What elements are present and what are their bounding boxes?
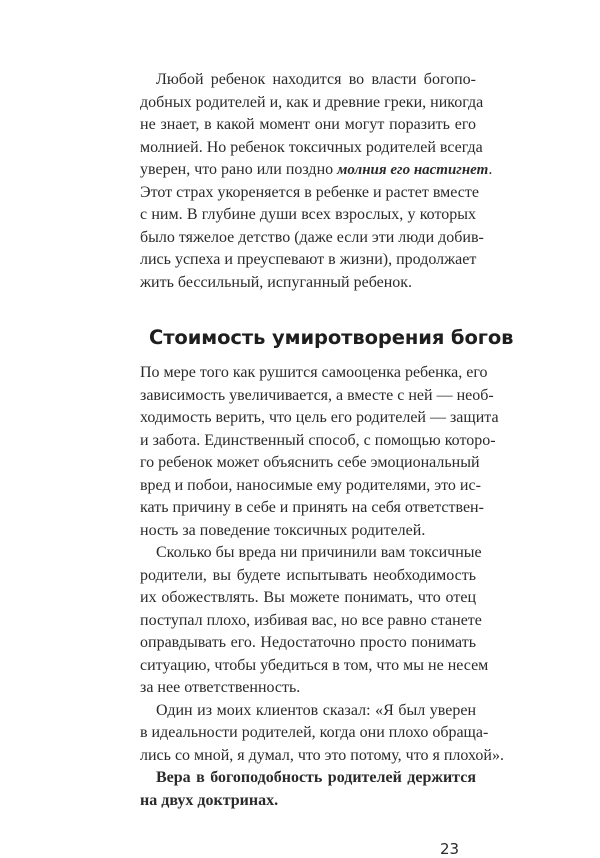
text-line: было тяжелое детство (даже если эти люди добив-: [140, 228, 484, 246]
paragraph-2: [140, 362, 499, 542]
paragraph-4: [140, 700, 504, 768]
text-line: лись успеха и преуспевают в жизни), продолжает: [140, 251, 477, 268]
emphasized-text: молния его настигнет: [337, 162, 489, 178]
text-line: кать причину в себе и принять на себя ответствен-: [140, 499, 484, 516]
text-line: на двух доктринах.: [140, 791, 279, 809]
text-line: оправдывать его. Недостаточно просто понимать: [140, 634, 476, 651]
text-line: жить бессильный, испуганный ребенок.: [140, 273, 413, 291]
text-line: за нее ответственность.: [140, 679, 301, 696]
text-line: Этот страх укореняется в ребенке и растет вместе: [140, 183, 479, 201]
text-line: вред и побои, наносимые ему родителями, это ис-: [140, 476, 481, 494]
text-line: поступал плохо, избивая вас, но все равно станете: [140, 611, 482, 629]
text-line: [140, 159, 493, 182]
text-line: Сколько бы вреда ни причинили вам токсичные: [156, 544, 482, 561]
text-line: зависимость увеличивается, а вместе с ней — необ-: [140, 386, 494, 404]
section-heading: Стоимость умиротворения богов: [149, 326, 514, 349]
text-line: ситуацию, чтобы убедиться в том, что мы не несем: [140, 656, 489, 674]
paragraph-5-bold: [140, 767, 476, 812]
paragraph-3: [140, 542, 489, 700]
text-line: и забота. Единственный способ, с помощью которо-: [140, 431, 496, 449]
text-line: Любой ребенок находится во власти богопо-: [156, 71, 476, 88]
text-line: добных родителей и, как и древние греки, никогда: [140, 93, 484, 111]
text-line: родители, вы будете испытывать необходимость: [140, 566, 476, 584]
paragraph-1: [140, 69, 493, 294]
text-line: молнией. Но ребенок токсичных родителей всегда: [140, 138, 483, 156]
text-fragment: уверен, что рано или поздно: [140, 161, 334, 178]
text-line: ность за поведение токсичных родителей.: [140, 521, 426, 539]
text-line: ходимость верить, что цель его родителей — защита: [140, 409, 499, 426]
text-line: го ребенок может объяснить себе эмоциональный: [140, 454, 480, 471]
text-fragment: .: [488, 161, 493, 178]
page-number: 23: [440, 840, 460, 858]
text-line: их обожествлять. Вы можете понимать, что отец: [140, 589, 476, 606]
text-line: с ним. В глубине души всех взрослых, у которых: [140, 206, 476, 223]
text-line: По мере того как рушится самооценка ребенка, его: [140, 364, 488, 381]
text-line: Один из моих клиентов сказал: «Я был уверен: [156, 701, 476, 719]
text-line: Вера в богоподобность родителей держится: [156, 769, 476, 786]
text-line: лись со мной, я думал, что это потому, что я плохой».: [140, 746, 504, 764]
text-line: не знает, в какой момент они могут поразить его: [140, 116, 476, 133]
text-line: в идеальности родителей, когда они плохо обраща-: [140, 724, 489, 741]
